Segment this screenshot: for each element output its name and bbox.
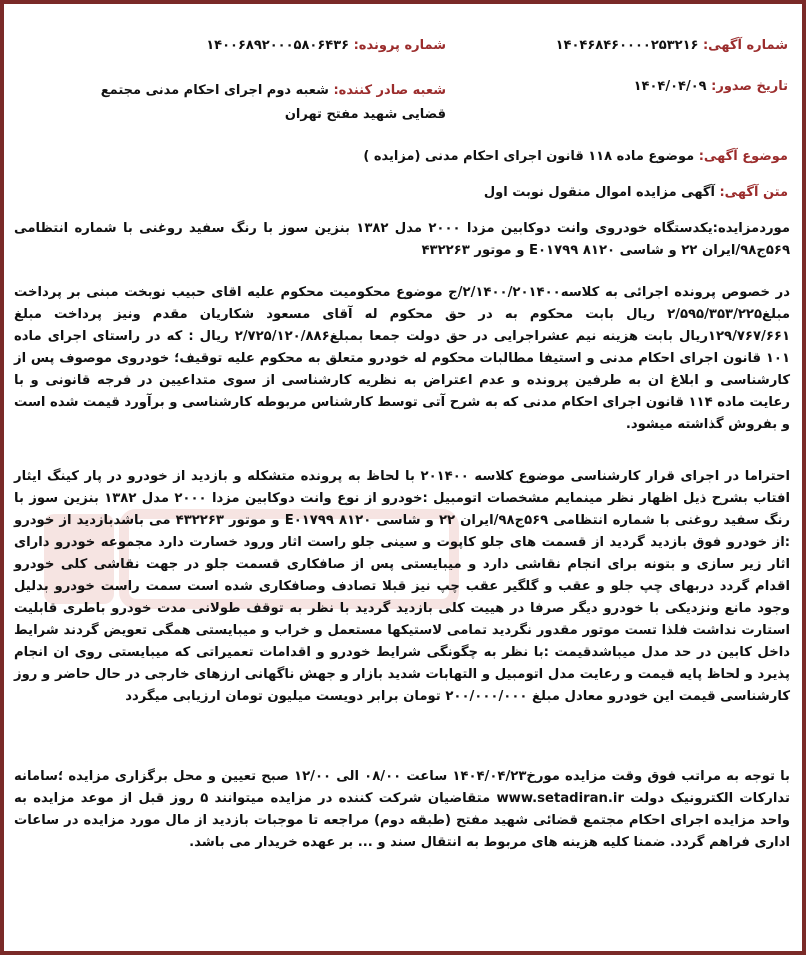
- auction-item-paragraph: موردمزایده:یکدستگاه خودروی وانت دوکابین مزدا ۲۰۰۰ مدل ۱۳۸۲ بنزین سوز با رنگ سفید روغنی با شماره انتظامی ۵۶۹ج۹۸/ایران ۲۲ و شاسی ۸۱۲۰ E۰۱۷۹۹ و موتور ۴۳۲۲۶۳: [14, 221, 790, 258]
- subject-row: [363, 149, 788, 164]
- case-number-row: [206, 38, 446, 53]
- notice-sheet: [4, 4, 802, 951]
- issuer-row: [76, 79, 446, 127]
- notice-row: [484, 185, 788, 200]
- expert-report-paragraph: احتراما در اجرای قرار کارشناسی موضوع کلاسه ۲۰۱۴۰۰ با لحاظ به پرونده متشکله و بازدید از خودرو در پار کینگ ایثار افتاب بشرح ذیل اظهار نظر مینمایم مشخصات اتومبیل :خودرو از نوع وانت دوکابین مزدا ۲۰۰۰ مدل ۱۳۸۲ بنزین سوز با رنگ سفید روغنی با شماره انتظامی ۵۶۹ج۹۸/ایران ۲۲ و شاسی ۸۱۲۰ E۰۱۷۹۹ و موتور ۴۳۲۲۶۳ می باشدبازدید از خودرو :از خودرو فوق بازدید گردید از قسمت های جلو کاپوت و سینی جلو راست اثار ورود خسارت دارد مجموعه خودرو دارای اثار زیر سازی و بتونه برای انجام نقاشی دارد و میبایستی پس از صافکاری قسمت جلو در جهت نقاشی کلی خودرو اقدام گردد دربهای چپ جلو و عقب و گلگیر عقب چپ نیز قبلا تصادف وصافکاری شده است سمت راست خودرو بدلیل وجود مانع ونزدیکی با خودرو دیگر صرفا در هییت کلی بازدید گردید با نظر به توقف طولانی مدت خودرو باطری قابلیت استارت نداشت فلذا تست موتور مقدور نگردید تمامی لاستیکها مستعمل و خراب و میبایستی همگی تعویض گردند شرایط داخل کابین در حد مدل میباشدقیمت :با نظر به چگونگی شرایط خودرو و اقدامات تعمیراتی که میبایستی روی ان انجام پذیرد و لحاظ پایه قیمت و رعایت مدل اتومبیل و التهابات شدید بازار و جهش ناگهانی ارزهای خارجی در حال حاضر و روز کارشناسی قیمت این خودرو معادل مبلغ ۲۰۰/۰۰۰/۰۰۰ تومان برابر دویست میلیون تومان ارزیابی میگردد: [14, 469, 791, 704]
- ad-number-value: ۱۴۰۴۶۸۴۶۰۰۰۰۲۵۳۲۱۶: [555, 38, 699, 53]
- issuer-label: شعبه صادر کننده:: [333, 83, 446, 98]
- case-number-value: ۱۴۰۰۶۸۹۲۰۰۰۵۸۰۶۴۳۶: [206, 38, 350, 53]
- issue-date-label: تاریخ صدور:: [711, 79, 788, 94]
- issue-date-value: ۱۴۰۴/۰۴/۰۹: [633, 79, 707, 94]
- auction-schedule-paragraph: با توجه به مراتب فوق وقت مزایده مورخ۱۴۰۴/۰۴/۲۳ ساعت ۰۸/۰۰ الی ۱۲/۰۰ صبح تعیین و محل برگزاری مزایده ؛سامانه تدارکات الکترونیک دولت www.setadiran.ir متقاضیان شرکت کننده در مزایده میتوانند ۵ روز قبل از موعد مزایده به واحد مزایده اجرای احکام مجتمع قضائی شهید مفتح (طبقه دوم) مراجعه تا موجبات بازدید از مال مورد مزایده در ساعات اداری فراهم گردد. ضمنا کلیه هزینه های مربوط به انتقال سند و ... بر عهده خریدار می باشد.: [14, 769, 791, 850]
- ad-number-label: شماره آگهی:: [702, 38, 788, 53]
- ad-number-row: [556, 38, 788, 53]
- notice-value: آگهی مزایده اموال منقول نوبت اول: [483, 185, 715, 200]
- subject-label: موضوع آگهی:: [698, 149, 788, 164]
- notice-label: متن آگهی:: [719, 185, 788, 200]
- subject-value: موضوع ماده ۱۱۸ قانون اجرای احکام مدنی (مزایده ): [363, 149, 695, 164]
- case-details-paragraph: در خصوص پرونده اجرائی به کلاسه۲/۱۴۰۰/۲۰۱۴۰۰/ج موضوع محکومیت محکوم علیه اقای حبیب نوبخت مبنی بر پرداخت مبلغ۲/۵۹۵/۳۵۳/۲۲۵ ریال بابت محکوم به در حق محکوم له آقای مسعود شکاریان مقدم ونیز پرداخت مبلغ ۱۲۹/۷۶۷/۶۶۱ریال بابت هزینه نیم عشراجرایی در حق دولت جمعا بمبلغ۲/۷۲۵/۱۲۰/۸۸۶ ریال : که در راستای اجرای ماده ۱۰۱ قانون اجرای احکام مدنی و استیفا مطالبات محکوم له خودرو متعلق به محکوم علیه توقیف؛ خودروی موصوف پس از کارشناسی و ابلاغ ان به طرفین پرونده و عدم اعتراض به نظریه کارشناسی از سوی متداعیین در فرجه قانونی و با رعایت ماده ۱۱۴ قانون اجرای احکام مدنی که به شرح آتی توسط کارشناس مربوطه کارشناسی و برآورد قیمت شده است و بفروش گذاشته میشود.: [14, 285, 791, 432]
- case-number-label: شماره پرونده:: [353, 38, 446, 53]
- issue-date-row: [634, 79, 788, 94]
- issuer-value: شعبه دوم اجرای احکام مدنی مجتمع قضایی شهید مفتح تهران: [100, 83, 446, 122]
